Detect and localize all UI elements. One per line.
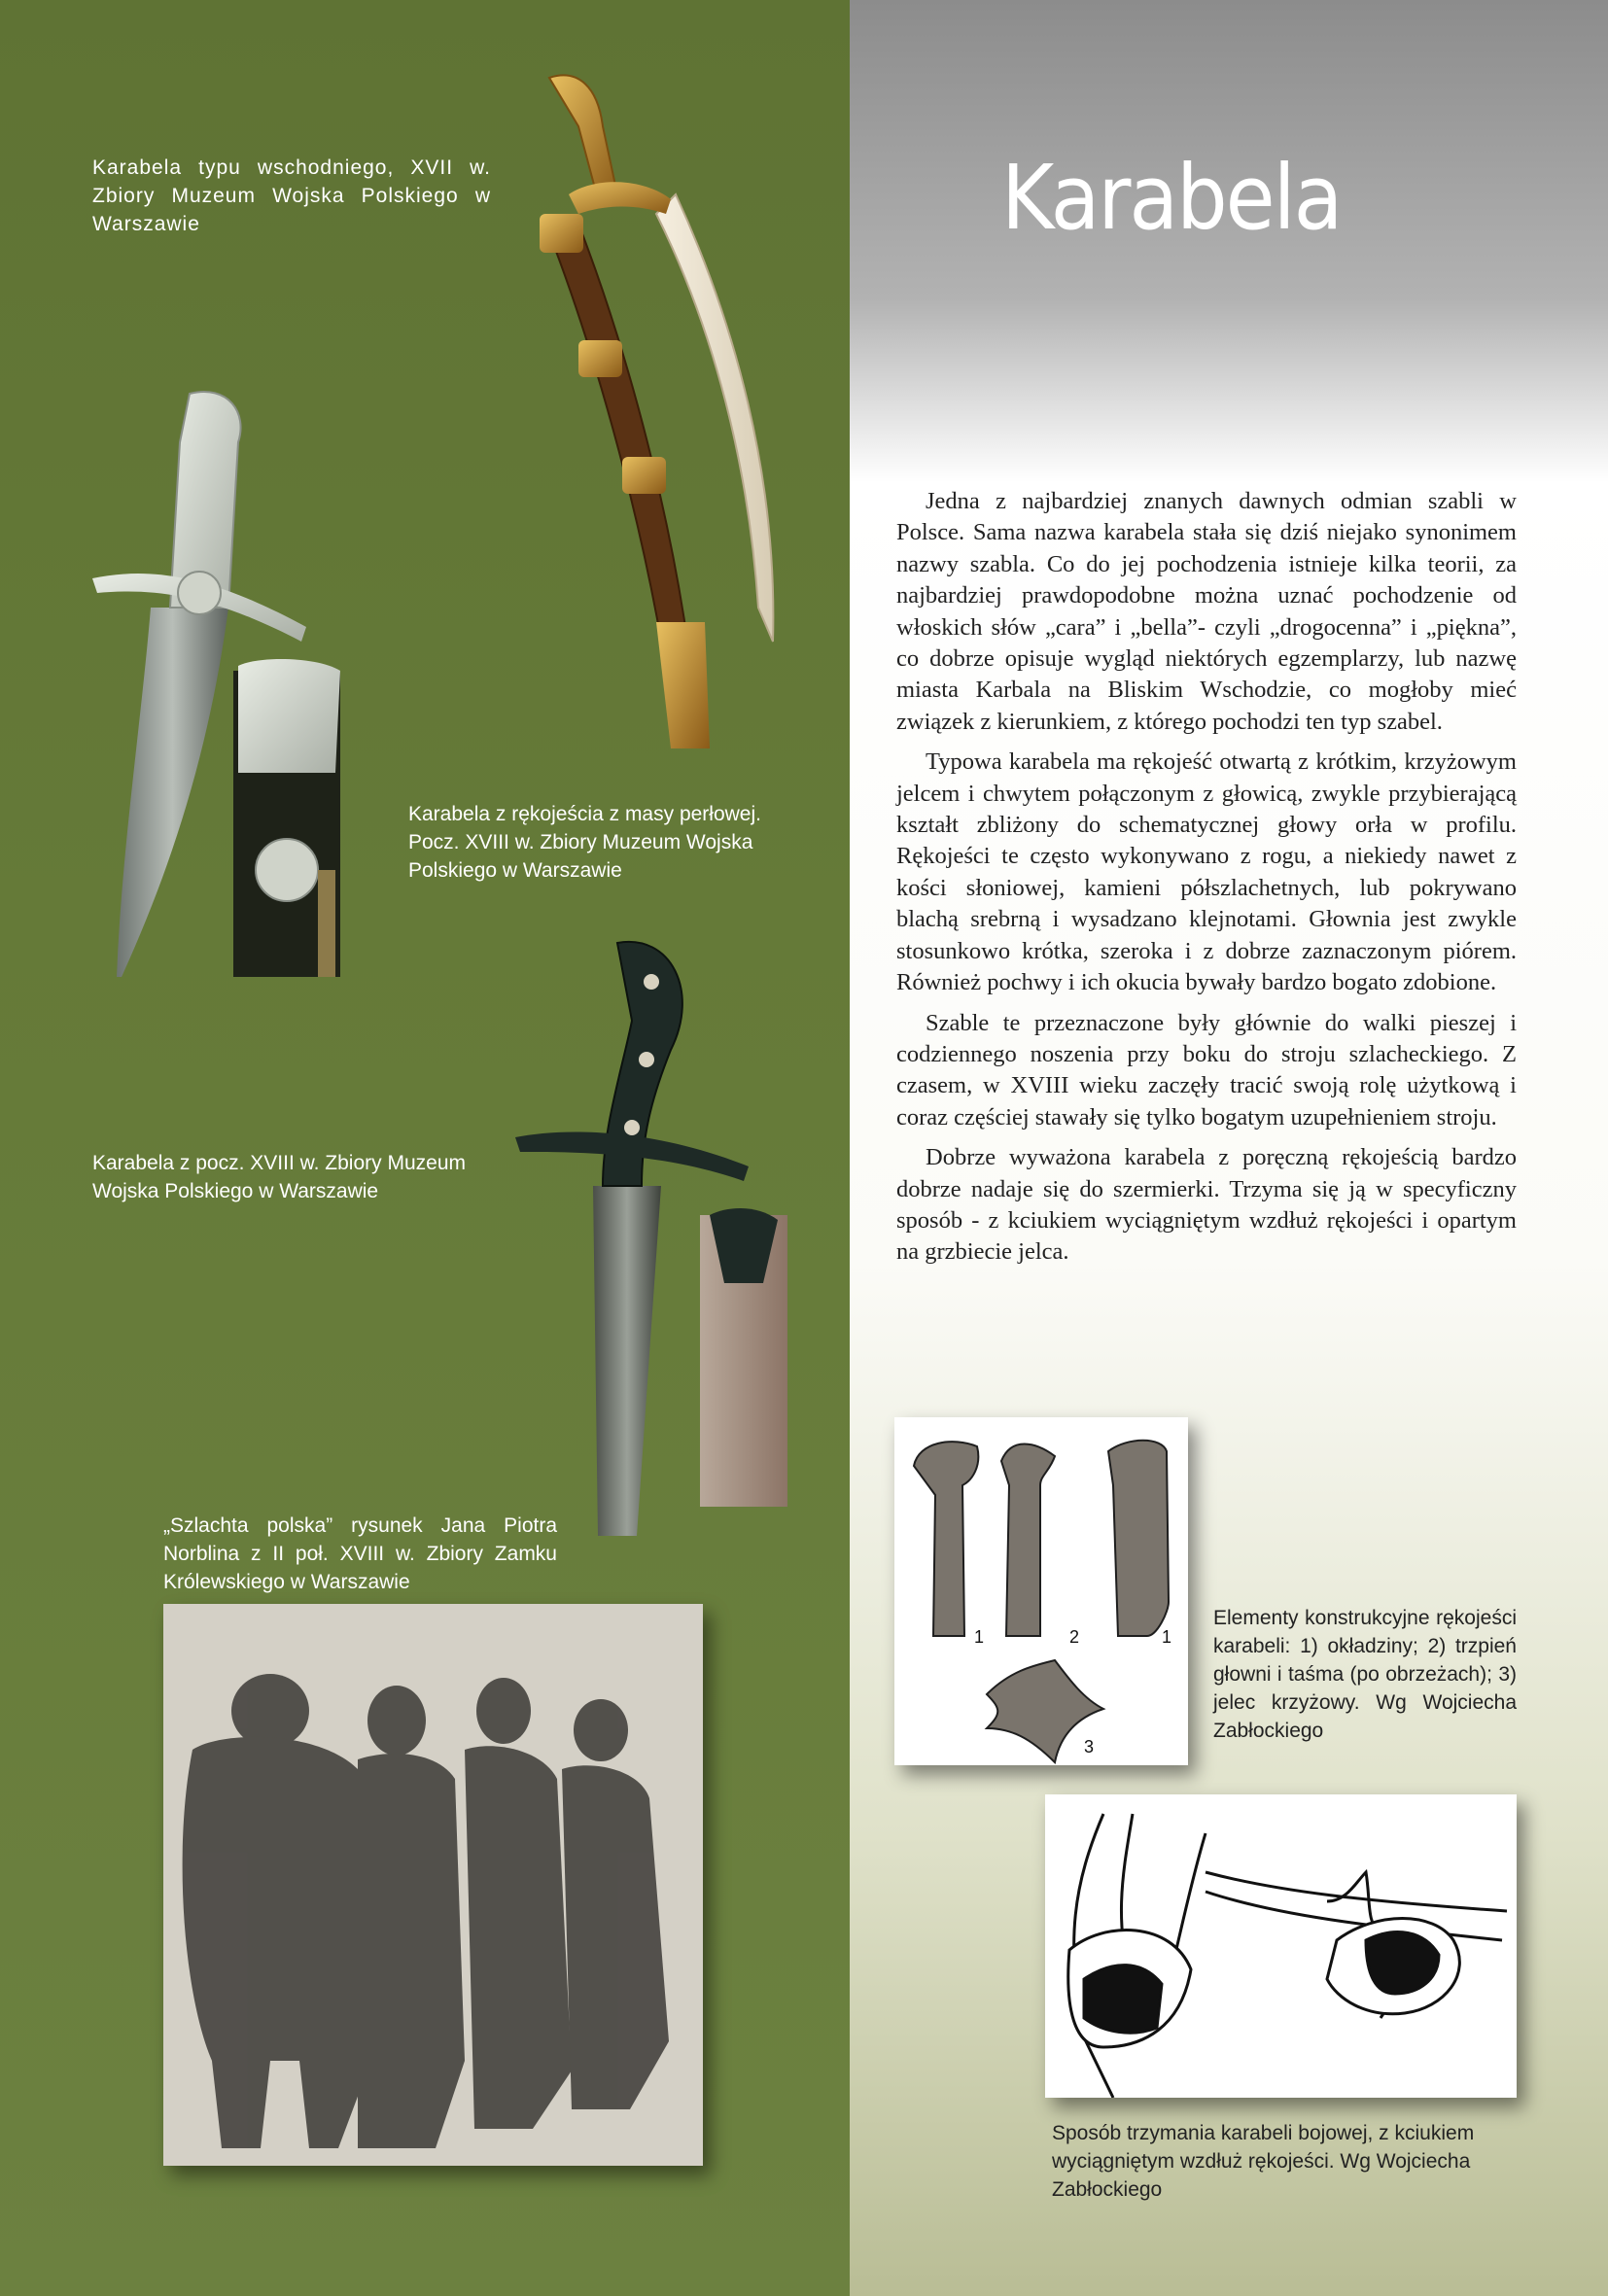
paragraph-1: Jedna z najbardziej znanych dawnych odmian szabli w Polsce. Sama nazwa karabela stała się dziś niejako synonimem nazwy szabla. Co do jej pochodzenia istnieje kilka teorii, za najbardziej prawdopodobne można uznać pochodzenie od włoskich słów „cara” i „bella”- czyli „drogocenna” i „piękna”, co dobrze opisuje wygląd niektórych egzemplarzy, lub nazwę miasta Karbala na Bliskim Wschodzie, co mogłoby mieć związek z kierunkiem, z którego pochodzi ten typ szabel. (896, 488, 1517, 735)
caption-hilt-elements: Elementy konstrukcyjne rękojeści karabeli: 1) okładziny; 2) trzpień głowni i taśma (po obrzeżach); 3) jelec krzyżowy. Wg Wojciecha Zabłockiego (1213, 1607, 1517, 1742)
photo-early18-karabela (506, 933, 797, 1536)
diagram-label-1a: 1 (974, 1627, 985, 1647)
photo-eastern-karabela (510, 68, 802, 768)
diagram-label-2: 2 (1069, 1627, 1080, 1647)
paragraph-3: Szable te przeznaczone były głównie do walki pieszej i codziennego noszenia przy boku do stroju szlacheckiego. Z czasem, w XVIII wieku zaczęły tracić swoją rolę użytkową i coraz częściej stawały się tylko bogatym uzupełnieniem stroju. (896, 1009, 1517, 1131)
photo-pearl-karabela (92, 384, 384, 977)
caption-early18-karabela: Karabela z pocz. XVIII w. Zbiory Muzeum Wojska Polskiego w Warszawie (92, 1152, 466, 1202)
photo-norblin-drawing (163, 1604, 703, 2166)
diagram-label-3: 3 (1084, 1737, 1095, 1757)
caption-grip-method: Sposób trzymania karabeli bojowej, z kciukiem wyciągniętym wzdłuż rękojeści. Wg Wojciecha Zabłockiego (1052, 2122, 1475, 2201)
paragraph-2: Typowa karabela ma rękojeść otwartą z krótkim, krzyżowym jelcem i chwytem połączonym z głowicą, zwykle przybierającą kształt zbliżony do schematycznej głowy orła w profilu. Rękojeści te często wykonywano z rogu, a niekiedy nawet z kości słoniowej, kamieni półszlachetnych, lub pokrywano blachą srebrną i wysadzano klejnotami. Głownia jest zwykle stosunkowo krótka, szeroka i z dobrze zaznaczonym piórem. Również pochwy i ich okucia bywały bardzo bogato zdobione. (896, 748, 1517, 996)
caption-eastern-karabela: Karabela typu wschodniego, XVII w. Zbiory Muzeum Wojska Polskiego w Warszawie (92, 157, 491, 235)
diagram-label-1b: 1 (1162, 1627, 1172, 1647)
diagram-grip-method (1045, 1794, 1517, 2098)
paragraph-4: Dobrze wyważona karabela z poręczną rękojeścią bardzo dobrze nadaje się do szermierki. Trzyma się ją w specyficzny sposób - z kciukiem wyciągniętym wzdłuż rękojeści i opartym na grzbiecie jelca. (896, 1144, 1517, 1266)
diagram-hilt-elements (894, 1417, 1188, 1765)
page-title: Karabela (1001, 146, 1342, 250)
caption-norblin-drawing: „Szlachta polska” rysunek Jana Piotra Norblina z II poł. XVIII w. Zbiory Zamku Królewskiego w Warszawie (163, 1514, 557, 1593)
caption-pearl-karabela: Karabela z rękojeścia z masy perłowej. Pocz. XVIII w. Zbiory Muzeum Wojska Polskiego w Warszawie (408, 803, 761, 882)
article-body (896, 486, 1517, 1277)
